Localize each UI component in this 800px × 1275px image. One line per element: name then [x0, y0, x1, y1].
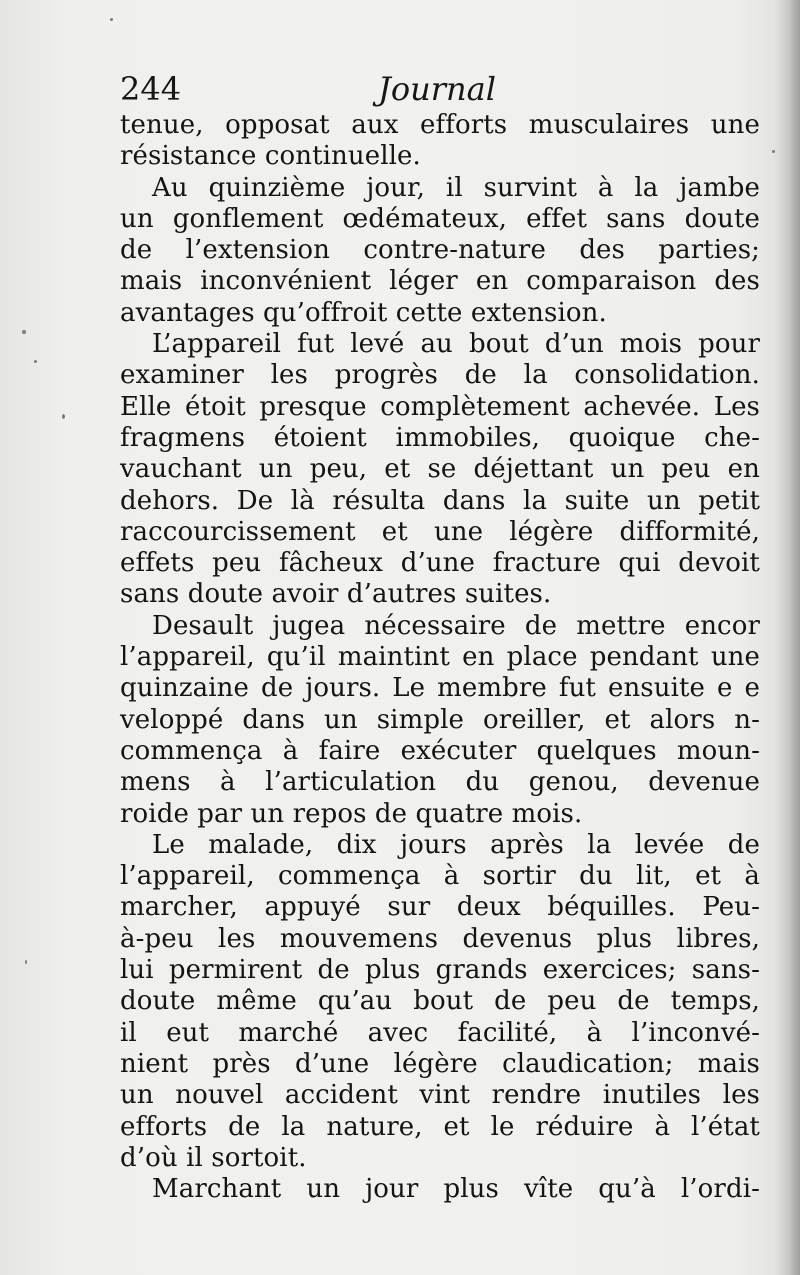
text-line: avantages qu’offroit cette extension. [120, 297, 607, 328]
text-line: tenue, opposat aux efforts musculaires une [120, 110, 760, 140]
text-line: lui permirent de plus grands exercices; sans- [120, 955, 760, 986]
text-line: marcher, appuyé sur deux béquilles. Peu- [120, 892, 760, 923]
text-line: sans doute avoir d’autres suites. [120, 579, 552, 610]
ink-speck [34, 360, 37, 363]
text-line: mens à l’articulation du genou, devenue [120, 767, 760, 798]
text-line: Elle étoit presque complètement achevée. Les [120, 391, 760, 422]
ink-speck [25, 960, 27, 964]
text-line: Desault jugea nécessaire de mettre encor [152, 610, 760, 641]
text-line: mais inconvénient léger en comparaison des [120, 266, 760, 297]
text-line: un gonflement œdémateux, effet sans doute [120, 203, 760, 234]
text-line: l’appareil, commença à sortir du lit, et à [120, 861, 760, 892]
running-title: Journal [378, 70, 496, 108]
text-line: nient près d’une légère claudication; mais [120, 1048, 760, 1079]
text-line: il eut marché avec facilité, à l’inconvé- [120, 1017, 760, 1048]
text-line: Le malade, dix jours après la levée de [152, 829, 760, 860]
text-line: Marchant un jour plus vîte qu’à l’ordi- [152, 1174, 760, 1205]
text-line: de l’extension contre-nature des parties; [120, 235, 760, 266]
text-line: veloppé dans un simple oreiller, et alors n- [120, 704, 760, 735]
text-line: vauchant un peu, et se déjettant un peu en [120, 454, 760, 485]
text-line: examiner les progrès de la consolidation. [120, 360, 760, 391]
text-line: roide par un repos de quatre mois. [120, 798, 583, 829]
text-line: l’appareil, qu’il maintint en place pendant une [120, 642, 760, 673]
text-line: un nouvel accident vint rendre inutiles les [120, 1080, 760, 1111]
ink-speck [62, 414, 65, 419]
text-line: fragmens étoient immobiles, quoique che- [120, 422, 760, 453]
ink-speck [772, 150, 775, 153]
text-line: Au quinzième jour, il survint à la jambe [152, 172, 760, 203]
text-line: d’où il sortoit. [120, 1142, 307, 1173]
page-edge-shadow [774, 0, 800, 1275]
text-line: commença à faire exécuter quelques moun- [120, 735, 760, 766]
text-line: dehors. De là résulta dans la suite un petit [120, 485, 760, 516]
text-line: à-peu les mouvemens devenus plus libres, [120, 923, 760, 954]
text-line: quinzaine de jours. Le membre fut ensuite e e [120, 673, 760, 704]
page-number: 244 [120, 70, 182, 108]
ink-speck [22, 330, 26, 334]
text-line: résistance continuelle. [120, 141, 421, 172]
text-line: raccourcissement et une légère difformité, [120, 516, 760, 547]
text-line: doute même qu’au bout de peu de temps, [120, 986, 760, 1017]
text-line: L’appareil fut levé au bout d’un mois pour [152, 329, 760, 360]
text-line: efforts de la nature, et le réduire à l’état [120, 1111, 760, 1142]
body-text [120, 110, 760, 1205]
ink-speck [110, 18, 113, 21]
text-line: effets peu fâcheux d’une fracture qui devoit [120, 548, 760, 579]
